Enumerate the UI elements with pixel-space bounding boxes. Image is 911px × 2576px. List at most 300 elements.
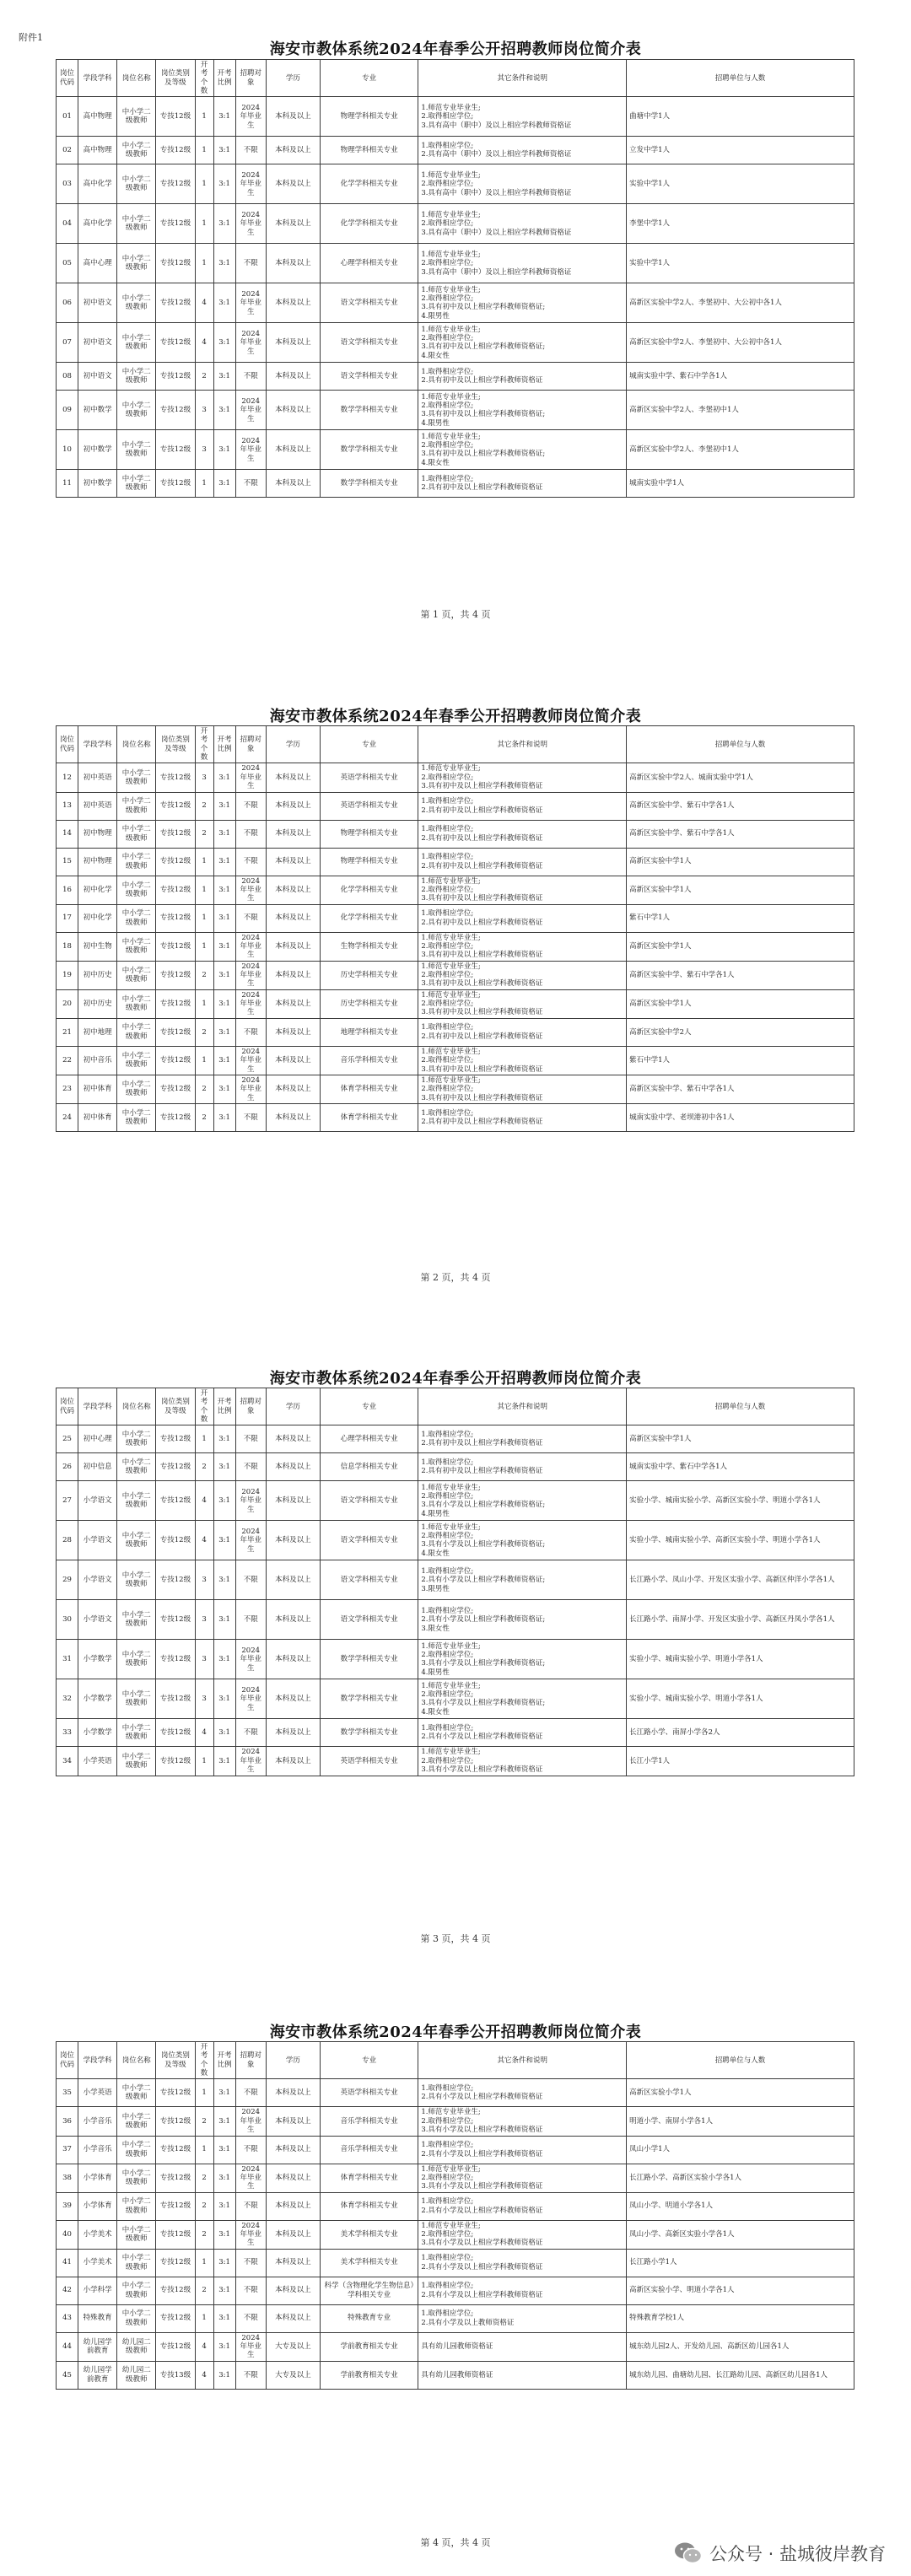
cell-grade: 专技12级 [156,1046,195,1075]
column-header: 岗位类别及等级 [156,60,195,97]
cell-units: 高新区实验中学1人 [627,989,854,1018]
cell-units: 高新区实验小学、明道小学各1人 [627,2277,854,2304]
cell-code: 12 [57,763,78,792]
cell-post: 中小学二级教师 [117,1640,156,1679]
cell-target: 不限 [235,1425,266,1453]
cell-subject: 特殊教育 [78,2304,117,2332]
column-header: 学历 [266,2042,320,2079]
cell-ratio: 3:1 [213,1453,235,1481]
condition-line: 1.师范专业毕业生; [421,876,481,886]
condition-line: 2.具有小学及以上相应学科教师资格证; [421,1576,546,1585]
condition-line: 2.具有初中及以上相应学科教师资格证 [421,1439,543,1448]
cell-major: 化学学科相关专业 [320,904,418,932]
condition-line: 1.取得相应学位; [421,797,474,806]
cell-grade: 专技12级 [156,820,195,848]
cell-ratio: 3:1 [213,1719,235,1747]
condition-line: 3.具有小学及以上相应学科教师资格证 [421,1765,543,1775]
cell-conditions [418,961,627,989]
cell-conditions [418,2079,627,2107]
table-row [57,2107,854,2136]
cell-edu: 本科及以上 [266,1521,320,1560]
table-row [57,820,854,848]
cell-code: 34 [57,1747,78,1776]
cell-code: 07 [57,323,78,363]
cell-major: 数学学科相关专业 [320,1679,418,1719]
cell-post: 中小学二级教师 [117,204,156,244]
cell-grade: 专技12级 [156,2220,195,2249]
cell-units: 长江路小学、凤山小学、开发区实验小学、高新区仲洋小学各1人 [627,1560,854,1600]
column-header: 招聘对象 [235,1388,266,1425]
column-header: 学段学科 [78,1388,117,1425]
cell-edu: 大专及以上 [266,2361,320,2389]
cell-count: 2 [195,1103,213,1131]
condition-line: 1.取得相应学位; [421,1431,474,1440]
cell-major: 化学学科相关专业 [320,204,418,244]
cell-grade: 专技12级 [156,2277,195,2304]
cell-subject: 初中英语 [78,763,117,792]
cell-ratio: 3:1 [213,1103,235,1131]
cell-ratio: 3:1 [213,323,235,363]
cell-major: 语文学科相关专业 [320,323,418,363]
cell-edu: 本科及以上 [266,876,320,904]
cell-code: 38 [57,2164,78,2192]
cell-post: 中小学二级教师 [117,2220,156,2249]
cell-edu: 本科及以上 [266,820,320,848]
column-header: 岗位类别及等级 [156,1388,195,1425]
cell-ratio: 3:1 [213,961,235,989]
cell-major: 化学学科相关专业 [320,164,418,204]
cell-target: 不限 [235,1103,266,1131]
cell-code: 44 [57,2332,78,2361]
table-row [57,1046,854,1075]
cell-conditions [418,204,627,244]
cell-target: 2024年毕业生 [235,283,266,323]
cell-subject: 小学数学 [78,1640,117,1679]
cell-ratio: 3:1 [213,2249,235,2277]
cell-post: 中小学二级教师 [117,848,156,876]
cell-edu: 本科及以上 [266,430,320,470]
cell-major: 心理学科相关专业 [320,1425,418,1453]
condition-line: 1.取得相应学位; [421,1724,474,1733]
watermark-text: 公众号 · 盐城彼岸教育 [709,2544,886,2564]
cell-units: 高新区实验中学1人 [627,876,854,904]
column-header: 专业 [320,1388,418,1425]
cell-units: 曲塘中学1人 [627,97,854,137]
cell-post: 中小学二级教师 [117,244,156,283]
cell-major: 体育学科相关专业 [320,1103,418,1131]
cell-major: 学前教育相关专业 [320,2332,418,2361]
cell-subject: 小学数学 [78,1679,117,1719]
table-row [57,2136,854,2164]
column-header: 学历 [266,1388,320,1425]
column-header: 开考比例 [213,2042,235,2079]
condition-line: 3.具有高中（职中）及以上相应学科教师资格证 [421,228,572,237]
table-row [57,1747,854,1776]
condition-line: 2.取得相应学位; [421,1085,474,1094]
condition-line: 1.师范专业毕业生; [421,1681,481,1690]
cell-conditions [418,1453,627,1481]
cell-post: 中小学二级教师 [117,1719,156,1747]
cell-units: 凤山小学1人 [627,2136,854,2164]
cell-code: 27 [57,1481,78,1521]
cell-ratio: 3:1 [213,1679,235,1719]
cell-subject: 初中物理 [78,848,117,876]
cell-edu: 本科及以上 [266,1679,320,1719]
column-header: 招聘单位与人数 [627,60,854,97]
cell-conditions [418,470,627,498]
table-row [57,204,854,244]
condition-line: 4.限男性 [421,1509,450,1518]
cell-code: 32 [57,1679,78,1719]
cell-units: 实验中学1人 [627,244,854,283]
condition-line: 2.具有小学及以上相应学科教师资格证 [421,2206,543,2215]
cell-code: 10 [57,430,78,470]
column-header: 开考个数 [195,726,213,763]
cell-count: 1 [195,97,213,137]
cell-target: 2024年毕业生 [235,961,266,989]
table-row [57,1521,854,1560]
condition-line: 1.师范专业毕业生; [421,962,481,971]
cell-edu: 本科及以上 [266,2192,320,2220]
cell-grade: 专技12级 [156,430,195,470]
cell-conditions [418,1481,627,1521]
cell-post: 中小学二级教师 [117,932,156,961]
cell-conditions [418,283,627,323]
cell-conditions [418,2332,627,2361]
cell-major: 数学学科相关专业 [320,1719,418,1747]
cell-edu: 本科及以上 [266,363,320,391]
table-row [57,848,854,876]
column-header: 岗位名称 [117,60,156,97]
condition-line: 2.具有初中及以上相应学科教师资格证 [421,483,543,493]
table-row [57,1075,854,1103]
condition-line: 3.具有初中及以上相应学科教师资格证 [421,951,543,960]
positions-table [56,725,854,1132]
condition-line: 2.取得相应学位; [421,941,474,951]
cell-edu: 本科及以上 [266,2107,320,2136]
cell-count: 3 [195,1679,213,1719]
condition-line: 1.取得相应学位; [421,2309,474,2319]
cell-subject: 初中心理 [78,1425,117,1453]
cell-count: 1 [195,470,213,498]
condition-line: 3.具有小学及以上相应学科教师资格证 [421,2239,543,2248]
condition-line: 2.取得相应学位; [421,294,474,304]
column-header: 招聘单位与人数 [627,2042,854,2079]
cell-code: 13 [57,792,78,820]
cell-conditions [418,1600,627,1640]
cell-units: 高新区实验中学2人、李堡初中1人 [627,430,854,470]
cell-ratio: 3:1 [213,1046,235,1075]
column-header: 专业 [320,726,418,763]
cell-count: 3 [195,1600,213,1640]
cell-conditions [418,904,627,932]
cell-grade: 专技12级 [156,2107,195,2136]
cell-target: 2024年毕业生 [235,1046,266,1075]
cell-major: 物理学科相关专业 [320,848,418,876]
cell-edu: 本科及以上 [266,323,320,363]
cell-subject: 初中化学 [78,904,117,932]
cell-units: 城南实验中学1人 [627,470,854,498]
cell-grade: 专技12级 [156,876,195,904]
cell-count: 2 [195,1453,213,1481]
cell-post: 中小学二级教师 [117,391,156,430]
cell-target: 2024年毕业生 [235,323,266,363]
cell-count: 2 [195,2107,213,2136]
cell-edu: 本科及以上 [266,2220,320,2249]
cell-grade: 专技12级 [156,1640,195,1679]
cell-edu: 本科及以上 [266,792,320,820]
cell-conditions [418,137,627,164]
cell-grade: 专技12级 [156,97,195,137]
condition-line: 1.取得相应学位; [421,1023,474,1032]
condition-line: 3.具有初中及以上相应学科教师资格证 [421,979,543,989]
cell-subject: 高中化学 [78,204,117,244]
cell-post: 幼儿园二级教师 [117,2332,156,2361]
cell-subject: 初中语文 [78,323,117,363]
cell-code: 02 [57,137,78,164]
cell-edu: 本科及以上 [266,1103,320,1131]
cell-ratio: 3:1 [213,2107,235,2136]
cell-edu: 本科及以上 [266,1075,320,1103]
condition-line: 1.师范专业毕业生; [421,1075,481,1085]
cell-post: 中小学二级教师 [117,1046,156,1075]
cell-edu: 本科及以上 [266,283,320,323]
cell-count: 2 [195,2192,213,2220]
table-row [57,1560,854,1600]
cell-major: 音乐学科相关专业 [320,2136,418,2164]
column-header: 专业 [320,2042,418,2079]
table-row [57,2079,854,2107]
column-header: 岗位名称 [117,726,156,763]
cell-ratio: 3:1 [213,792,235,820]
cell-major: 体育学科相关专业 [320,2164,418,2192]
table-row [57,2361,854,2389]
cell-code: 16 [57,876,78,904]
condition-line: 4.限女性 [421,1707,450,1716]
cell-grade: 专技12级 [156,1453,195,1481]
cell-post: 中小学二级教师 [117,2164,156,2192]
cell-conditions [418,763,627,792]
condition-line: 2.取得相应学位; [421,1756,474,1765]
cell-subject: 小学美术 [78,2220,117,2249]
column-header: 岗位类别及等级 [156,726,195,763]
table-row [57,932,854,961]
cell-conditions [418,1018,627,1046]
table-row [57,2164,854,2192]
cell-conditions [418,430,627,470]
condition-line: 2.取得相应学位; [421,773,474,782]
page-number: 第 2 页，共 4 页 [420,1272,491,1283]
cell-ratio: 3:1 [213,1747,235,1776]
cell-count: 1 [195,137,213,164]
cell-subject: 初中数学 [78,430,117,470]
condition-line: 2.具有小学及以上相应学科教师资格证 [421,2262,543,2272]
cell-count: 1 [195,1046,213,1075]
cell-post: 中小学二级教师 [117,470,156,498]
cell-grade: 专技12级 [156,2136,195,2164]
cell-major: 体育学科相关专业 [320,1075,418,1103]
table-row [57,2277,854,2304]
cell-major: 体育学科相关专业 [320,2192,418,2220]
cell-units: 实验小学、城南实验小学、明道小学各1人 [627,1640,854,1679]
condition-line: 1.取得相应学位; [421,1566,474,1576]
cell-count: 2 [195,1075,213,1103]
cell-conditions [418,1679,627,1719]
cell-major: 英语学科相关专业 [320,1747,418,1776]
condition-line: 2.具有初中及以上相应学科教师资格证 [421,918,543,927]
positions-table [56,59,854,498]
cell-grade: 专技12级 [156,792,195,820]
cell-subject: 幼儿园学前教育 [78,2332,117,2361]
column-header: 学段学科 [78,60,117,97]
condition-line: 3.限女性 [421,1624,450,1633]
condition-line: 2.具有初中及以上相应学科教师资格证 [421,806,543,815]
cell-grade: 专技13级 [156,2361,195,2389]
cell-target: 不限 [235,137,266,164]
cell-ratio: 3:1 [213,904,235,932]
cell-target: 不限 [235,1719,266,1747]
cell-conditions [418,2220,627,2249]
cell-edu: 本科及以上 [266,848,320,876]
condition-line: 1.师范专业毕业生; [421,1483,481,1492]
positions-table [56,1388,854,1776]
condition-line: 具有幼儿园教师资格证 [421,2370,493,2379]
table-row [57,1679,854,1719]
cell-target: 不限 [235,2249,266,2277]
cell-grade: 专技12级 [156,283,195,323]
cell-count: 1 [195,904,213,932]
cell-grade: 专技12级 [156,763,195,792]
cell-count: 1 [195,1747,213,1776]
cell-code: 30 [57,1600,78,1640]
table-row [57,904,854,932]
cell-conditions [418,2107,627,2136]
cell-major: 音乐学科相关专业 [320,1046,418,1075]
cell-code: 45 [57,2361,78,2389]
cell-edu: 本科及以上 [266,1600,320,1640]
cell-units: 高新区实验中学、紫石中学各1人 [627,1075,854,1103]
column-header: 其它条件和说明 [418,726,627,763]
cell-post: 中小学二级教师 [117,2249,156,2277]
cell-edu: 本科及以上 [266,391,320,430]
cell-edu: 本科及以上 [266,2304,320,2332]
cell-target: 不限 [235,2136,266,2164]
cell-subject: 初中语文 [78,363,117,391]
cell-major: 物理学科相关专业 [320,137,418,164]
cell-major: 心理学科相关专业 [320,244,418,283]
table-row [57,763,854,792]
cell-ratio: 3:1 [213,820,235,848]
cell-units: 立发中学1人 [627,137,854,164]
cell-subject: 高中化学 [78,164,117,204]
cell-edu: 本科及以上 [266,2277,320,2304]
condition-line: 2.取得相应学位; [421,1492,474,1501]
cell-ratio: 3:1 [213,1600,235,1640]
cell-subject: 小学体育 [78,2192,117,2220]
cell-subject: 初中历史 [78,961,117,989]
cell-grade: 专技12级 [156,363,195,391]
cell-target: 2024年毕业生 [235,1679,266,1719]
condition-line: 2.具有初中及以上相应学科教师资格证 [421,376,543,385]
cell-post: 中小学二级教师 [117,1453,156,1481]
cell-code: 35 [57,2079,78,2107]
cell-target: 2024年毕业生 [235,1075,266,1103]
cell-units: 高新区实验中学2人、李堡初中、大公初中各1人 [627,323,854,363]
cell-major: 语文学科相关专业 [320,1560,418,1600]
condition-line: 2.具有小学及以上相应学科教师资格证 [421,1733,543,1742]
cell-target: 不限 [235,244,266,283]
cell-count: 4 [195,323,213,363]
cell-ratio: 3:1 [213,932,235,961]
condition-line: 3.具有小学及以上相应学科教师资格证 [421,2182,543,2191]
cell-count: 1 [195,2249,213,2277]
condition-line: 1.取得相应学位; [421,2197,474,2207]
column-header: 学段学科 [78,726,117,763]
condition-line: 1.取得相应学位; [421,2141,474,2150]
cell-units: 长江小学1人 [627,1747,854,1776]
column-header: 其它条件和说明 [418,2042,627,2079]
cell-post: 中小学二级教师 [117,2079,156,2107]
cell-target: 2024年毕业生 [235,2332,266,2361]
cell-edu: 本科及以上 [266,204,320,244]
cell-post: 中小学二级教师 [117,1018,156,1046]
cell-code: 24 [57,1103,78,1131]
cell-conditions [418,876,627,904]
cell-count: 3 [195,763,213,792]
cell-edu: 本科及以上 [266,1425,320,1453]
cell-major: 科学（含物理化学生物信息）学科相关专业 [320,2277,418,2304]
cell-code: 03 [57,164,78,204]
table-header-row [57,60,854,97]
condition-line: 1.师范专业毕业生; [421,2221,481,2230]
cell-ratio: 3:1 [213,470,235,498]
cell-post: 中小学二级教师 [117,1679,156,1719]
cell-count: 1 [195,1425,213,1453]
cell-ratio: 3:1 [213,1075,235,1103]
column-header: 开考比例 [213,726,235,763]
cell-subject: 高中物理 [78,97,117,137]
cell-subject: 高中心理 [78,244,117,283]
cell-count: 1 [195,2304,213,2332]
cell-code: 28 [57,1521,78,1560]
cell-ratio: 3:1 [213,204,235,244]
cell-target: 2024年毕业生 [235,932,266,961]
cell-edu: 本科及以上 [266,763,320,792]
cell-ratio: 3:1 [213,430,235,470]
page-number: 第 1 页，共 4 页 [420,609,491,620]
cell-conditions [418,391,627,430]
cell-conditions [418,1719,627,1747]
cell-conditions [418,323,627,363]
cell-conditions [418,1747,627,1776]
condition-line: 2.取得相应学位; [421,1056,474,1065]
condition-line: 4.限女性 [421,1549,450,1558]
condition-line: 1.取得相应学位; [421,1606,474,1615]
cell-target: 2024年毕业生 [235,164,266,204]
cell-code: 05 [57,244,78,283]
cell-code: 39 [57,2192,78,2220]
cell-count: 4 [195,2332,213,2361]
table-row [57,1018,854,1046]
table-row [57,97,854,137]
cell-units: 高新区实验中学2人、李堡初中1人 [627,391,854,430]
condition-line: 4.限女性 [421,458,450,467]
cell-post: 中小学二级教师 [117,283,156,323]
condition-line: 具有幼儿园教师资格证 [421,2342,493,2352]
cell-edu: 本科及以上 [266,932,320,961]
cell-post: 中小学二级教师 [117,1481,156,1521]
cell-subject: 小学体育 [78,2164,117,2192]
